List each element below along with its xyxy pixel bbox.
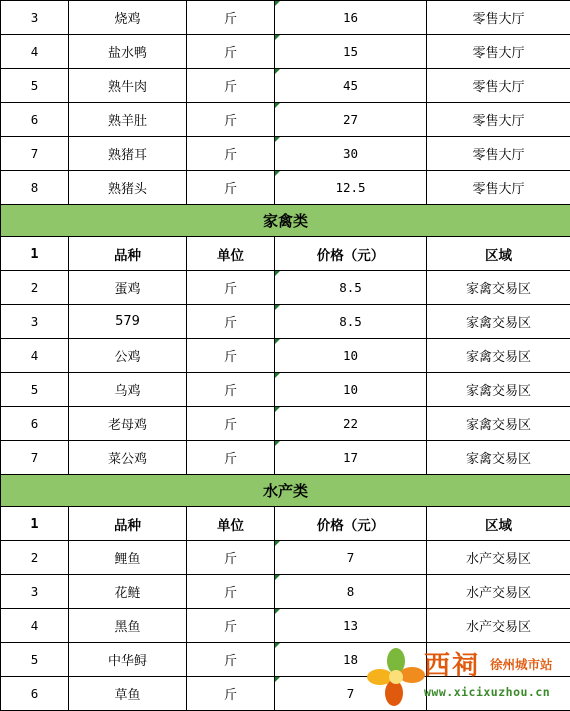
section-title: 水产类: [1, 475, 570, 507]
unit: 斤: [187, 103, 275, 137]
price: 15: [275, 35, 427, 69]
watermark-city: 徐州城市站: [490, 657, 553, 672]
row-number: 1: [1, 507, 69, 541]
row-number: 5: [1, 373, 69, 407]
item-name: 品种: [69, 507, 187, 541]
table-row: [1, 339, 570, 373]
price: 27: [275, 103, 427, 137]
table-header-row: [1, 507, 570, 541]
unit: 单位: [187, 507, 275, 541]
unit: 斤: [187, 643, 275, 677]
trading-area: 家禽交易区: [427, 373, 570, 407]
table-row: [1, 305, 570, 339]
row-number: 2: [1, 271, 69, 305]
table-row: [1, 373, 570, 407]
section-title-row: [1, 205, 570, 237]
unit: 单位: [187, 237, 275, 271]
table-row: [1, 137, 570, 171]
table-row: [1, 1, 570, 35]
row-number: 7: [1, 441, 69, 475]
unit: 斤: [187, 541, 275, 575]
row-number: 6: [1, 677, 69, 711]
unit: 斤: [187, 35, 275, 69]
item-name: 公鸡: [69, 339, 187, 373]
table-row: [1, 609, 570, 643]
item-name: 草鱼: [69, 677, 187, 711]
price: 13: [275, 609, 427, 643]
table-row: [1, 541, 570, 575]
trading-area: 家禽交易区: [427, 407, 570, 441]
price: 8: [275, 575, 427, 609]
trading-area: 水产交易区: [427, 541, 570, 575]
trading-area: 水产交易区: [427, 609, 570, 643]
price: 22: [275, 407, 427, 441]
row-number: 8: [1, 171, 69, 205]
row-number: 4: [1, 35, 69, 69]
row-number: 4: [1, 609, 69, 643]
row-number: 6: [1, 103, 69, 137]
price: 10: [275, 373, 427, 407]
section-title: 家禽类: [1, 205, 570, 237]
unit: 斤: [187, 373, 275, 407]
trading-area: 家禽交易区: [427, 339, 570, 373]
site-watermark: [366, 643, 570, 711]
price: 价格（元）: [275, 507, 427, 541]
row-number: 5: [1, 643, 69, 677]
trading-area: 家禽交易区: [427, 271, 570, 305]
unit: 斤: [187, 575, 275, 609]
trading-area: 家禽交易区: [427, 305, 570, 339]
unit: 斤: [187, 677, 275, 711]
price: 8.5: [275, 271, 427, 305]
watermark-title: 西祠: [424, 651, 481, 681]
unit: 斤: [187, 69, 275, 103]
price: 7: [275, 541, 427, 575]
row-number: 4: [1, 339, 69, 373]
price: 30: [275, 137, 427, 171]
item-name: 579: [69, 305, 187, 339]
row-number: 6: [1, 407, 69, 441]
price: 17: [275, 441, 427, 475]
trading-area: 区域: [427, 507, 570, 541]
item-name: 熟牛肉: [69, 69, 187, 103]
row-number: 3: [1, 1, 69, 35]
item-name: 烧鸡: [69, 1, 187, 35]
row-number: 1: [1, 237, 69, 271]
price: 7: [275, 677, 427, 711]
table-row: [1, 441, 570, 475]
table-row: [1, 171, 570, 205]
unit: 斤: [187, 1, 275, 35]
row-number: 3: [1, 575, 69, 609]
price: 16: [275, 1, 427, 35]
item-name: 品种: [69, 237, 187, 271]
item-name: 蛋鸡: [69, 271, 187, 305]
item-name: 熟猪头: [69, 171, 187, 205]
trading-area: 零售大厅: [427, 35, 570, 69]
unit: 斤: [187, 609, 275, 643]
item-name: 黑鱼: [69, 609, 187, 643]
item-name: 鲤鱼: [69, 541, 187, 575]
unit: 斤: [187, 441, 275, 475]
row-number: 7: [1, 137, 69, 171]
trading-area: 零售大厅: [427, 137, 570, 171]
price: 45: [275, 69, 427, 103]
flower-logo-icon: [366, 647, 426, 707]
table-row: [1, 407, 570, 441]
item-name: 乌鸡: [69, 373, 187, 407]
trading-area: 零售大厅: [427, 1, 570, 35]
trading-area: 水产交易区: [427, 575, 570, 609]
table-header-row: [1, 237, 570, 271]
trading-area: 零售大厅: [427, 69, 570, 103]
unit: 斤: [187, 339, 275, 373]
price: 10: [275, 339, 427, 373]
table-row: [1, 35, 570, 69]
item-name: 熟猪耳: [69, 137, 187, 171]
price: 12.5: [275, 171, 427, 205]
table-row: [1, 69, 570, 103]
trading-area: 零售大厅: [427, 103, 570, 137]
section-title-row: [1, 475, 570, 507]
table-row: [1, 575, 570, 609]
trading-area: 区域: [427, 237, 570, 271]
unit: 斤: [187, 305, 275, 339]
item-name: 老母鸡: [69, 407, 187, 441]
price: 18: [275, 643, 427, 677]
table-row: [1, 271, 570, 305]
item-name: 菜公鸡: [69, 441, 187, 475]
table-row: [1, 103, 570, 137]
price: 8.5: [275, 305, 427, 339]
price: 价格（元）: [275, 237, 427, 271]
item-name: 中华鲟: [69, 643, 187, 677]
unit: 斤: [187, 137, 275, 171]
trading-area: 零售大厅: [427, 171, 570, 205]
unit: 斤: [187, 407, 275, 441]
unit: 斤: [187, 171, 275, 205]
trading-area: 家禽交易区: [427, 441, 570, 475]
row-number: 5: [1, 69, 69, 103]
item-name: 盐水鸭: [69, 35, 187, 69]
watermark-url: www.xicixuzhou.cn: [424, 685, 551, 699]
row-number: 2: [1, 541, 69, 575]
unit: 斤: [187, 271, 275, 305]
row-number: 3: [1, 305, 69, 339]
item-name: 熟羊肚: [69, 103, 187, 137]
item-name: 花鲢: [69, 575, 187, 609]
